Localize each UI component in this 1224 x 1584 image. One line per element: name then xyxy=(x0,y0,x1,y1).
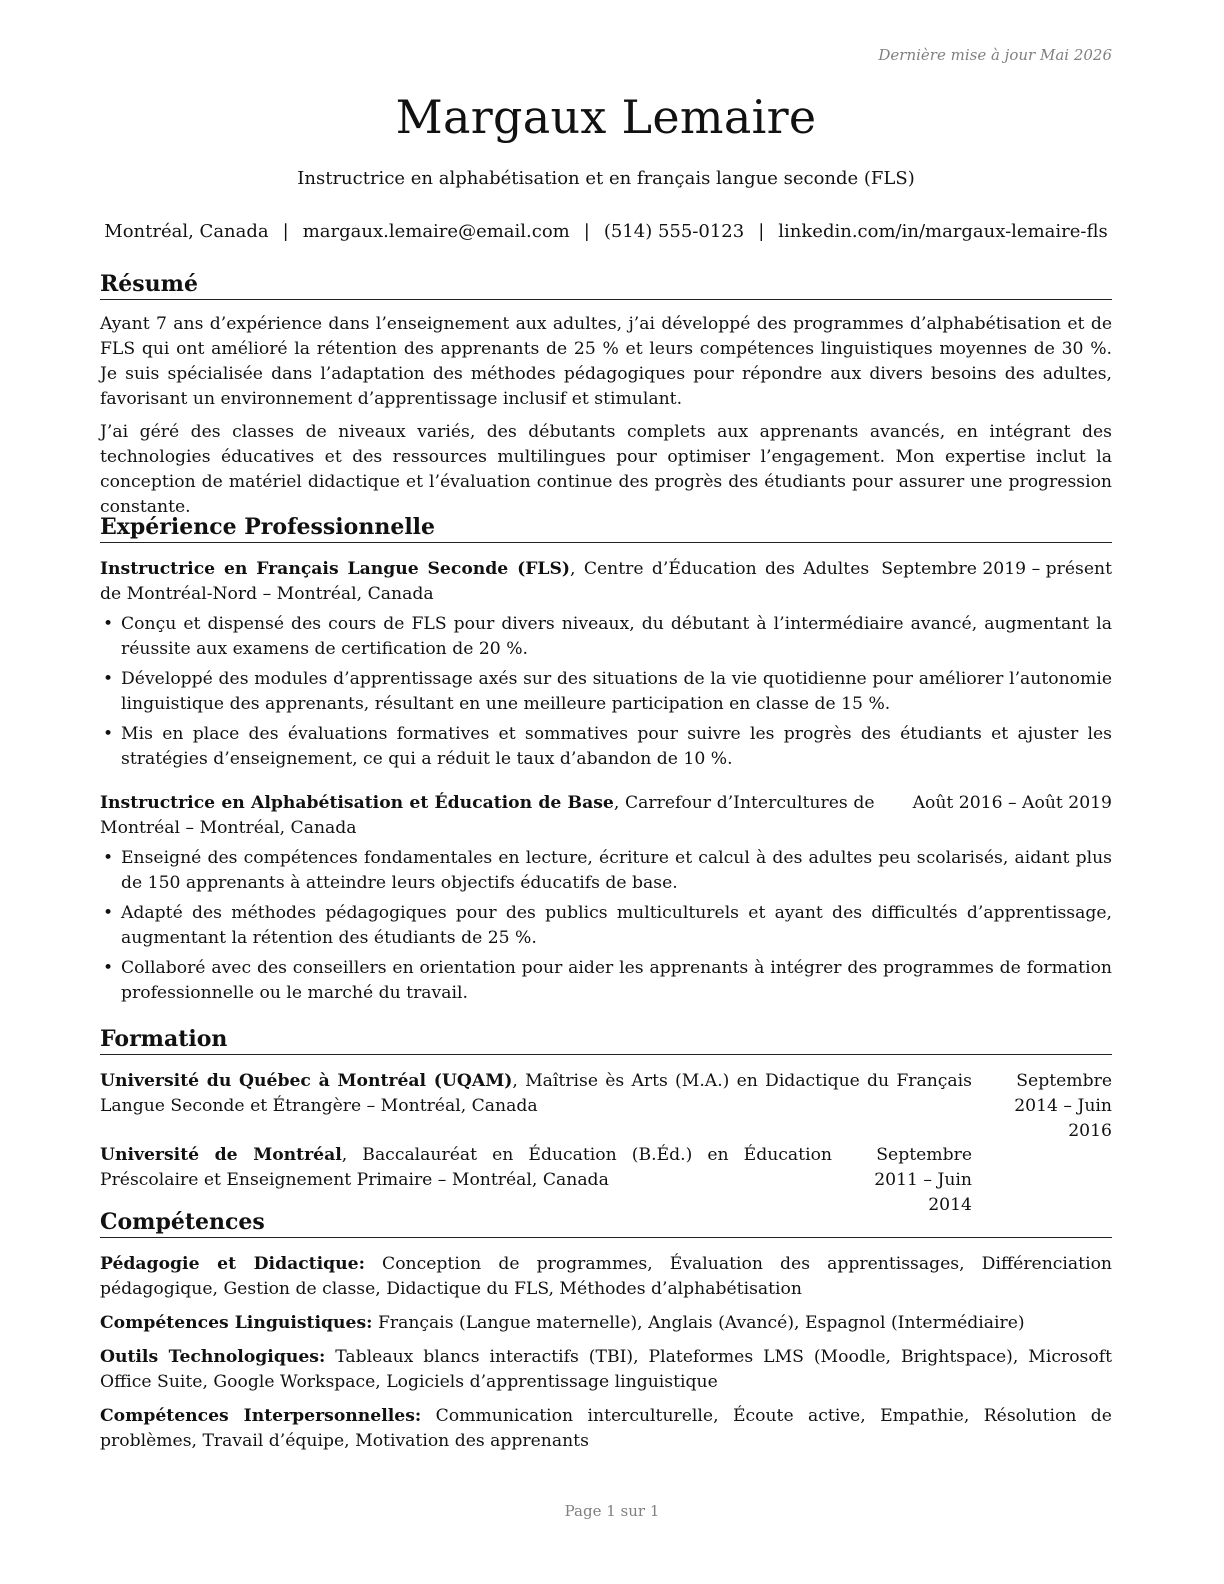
job-dates: Septembre 2019 – présent xyxy=(881,559,1112,579)
last-updated: Dernière mise à jour Mai 2026 xyxy=(878,46,1112,64)
list-item: • Développé des modules d’apprentissage axés sur des situations de la vie quotidienne pour améliorer l’autonomie linguistique des apprenants, résultant en une meilleure participation en classe de 15 %. xyxy=(100,667,1112,717)
list-item: • Conçu et dispensé des cours de FLS pour divers niveaux, du débutant à l’intermédiaire avancé, augmentant la réussite aux examens de certification de 20 %. xyxy=(100,612,1112,662)
list-item: • Enseigné des compétences fondamentales en lecture, écriture et calcul à des adultes peu scolarisés, aidant plus de 150 apprenants à atteindre leurs objectifs éducatifs de base. xyxy=(100,846,1112,896)
job-role: Instructrice en Français Langue Seconde (FLS) xyxy=(100,559,571,579)
section-title-experience: Expérience Professionnelle xyxy=(100,514,1112,543)
job-organization: , Carrefour d’Intercultures de Montréal – Montréal, Canada xyxy=(100,793,875,838)
skill-item xyxy=(100,1345,1112,1395)
section-title-skills: Compétences xyxy=(100,1209,1112,1238)
skill-text: Conception de programmes, Évaluation des apprentissages, Différenciation pédagogique, Gestion de classe, Didactique du FLS, Méthodes d’alphabétisation xyxy=(100,1254,1112,1299)
job-bullets xyxy=(100,612,1112,772)
summary-paragraph: J’ai géré des classes de niveaux variés, des débutants complets aux apprenants avancés, en intégrant des technologies éducatives et des ressources multilingues pour optimiser l’engagement. Mon expertise inclut la conception de matériel didactique et l’évaluation continue des progrès des étudiants pour assurer une progression constante. xyxy=(100,422,1112,517)
section-title-summary: Résumé xyxy=(100,271,1112,300)
summary-section xyxy=(100,271,1112,520)
job-dates: Août 2016 – Août 2019 xyxy=(912,793,1112,813)
list-item: • Mis en place des évaluations formatives et sommatives pour suivre les progrès des étudiants et ajuster les stratégies d’enseignement, ce qui a réduit le taux d’abandon de 10 %. xyxy=(100,722,1112,772)
page-number: Page 1 sur 1 xyxy=(564,1502,660,1520)
job-role: Instructrice en Alphabétisation et Éducation de Base xyxy=(100,793,614,813)
skill-text: Communication interculturelle, Écoute active, Empathie, Résolution de problèmes, Travail d’équipe, Motivation des apprenants xyxy=(100,1406,1112,1451)
contact-linkedin[interactable]: linkedin.com/in/margaux-lemaire-fls xyxy=(778,221,1108,242)
summary-paragraph: Ayant 7 ans d’expérience dans l’enseignement aux adultes, j’ai développé des programmes d’alphabétisation et de FLS qui ont amélioré la rétention des apprenants de 25 % et leurs compétences linguistiques moyennes de 30 %. Je suis spécialisée dans l’adaptation des méthodes pédagogiques pour répondre aux divers besoins des adultes, favorisant un environnement d’apprentissage inclusif et stimulant. xyxy=(100,314,1112,409)
skill-text: Français (Langue maternelle), Anglais (Avancé), Espagnol (Intermédiaire) xyxy=(372,1313,1025,1333)
skill-label: Pédagogie et Didactique: xyxy=(100,1254,365,1274)
job-header xyxy=(100,791,1112,841)
list-item: • Adapté des méthodes pédagogiques pour des publics multiculturels et ayant des difficultés d’apprentissage, augmentant la rétention des étudiants de 25 %. xyxy=(100,901,1112,951)
contact-separator: | xyxy=(282,221,289,242)
contact-separator: | xyxy=(583,221,590,242)
skill-label: Outils Technologiques: xyxy=(100,1347,326,1367)
contact-location: Montréal, Canada xyxy=(104,221,269,242)
education-degree: , Maîtrise ès Arts (M.A.) en Didactique du Français Langue Seconde et Étrangère – Montréal, Canada xyxy=(100,1071,972,1116)
resume-page xyxy=(100,0,1112,1584)
education-degree: , Baccalauréat en Éducation (B.Éd.) en Éducation Préscolaire et Enseignement Primaire – Montréal, Canada xyxy=(100,1145,832,1190)
experience-section xyxy=(100,514,1112,1006)
skill-text: Tableaux blancs interactifs (TBI), Plateformes LMS (Moodle, Brightspace), Microsoft Office Suite, Google Workspace, Logiciels d’apprentissage linguistique xyxy=(100,1347,1112,1392)
skill-label: Compétences Linguistiques: xyxy=(100,1313,373,1333)
contact-line xyxy=(100,221,1112,242)
education-section xyxy=(100,1026,1112,1218)
section-title-education: Formation xyxy=(100,1026,1112,1055)
job-header xyxy=(100,557,1112,607)
job-bullets xyxy=(100,846,1112,1006)
education-entry xyxy=(100,1069,1112,1141)
job-organization: , Centre d’Éducation des Adultes de Montréal-Nord – Montréal, Canada xyxy=(100,559,870,604)
list-item: • Collaboré avec des conseillers en orientation pour aider les apprenants à intégrer des programmes de formation professionnelle ou le marché du travail. xyxy=(100,956,1112,1006)
skill-item xyxy=(100,1311,1112,1336)
candidate-name: Margaux Lemaire xyxy=(395,90,817,144)
education-school: Université de Montréal xyxy=(100,1145,342,1165)
education-school: Université du Québec à Montréal (UQAM) xyxy=(100,1071,513,1091)
education-dates: Septembre 2014 – Juin 2016 xyxy=(1014,1071,1112,1141)
education-entry xyxy=(100,1143,1112,1215)
skill-label: Compétences Interpersonnelles: xyxy=(100,1406,422,1426)
candidate-title: Instructrice en alphabétisation et en français langue seconde (FLS) xyxy=(297,168,915,189)
education-dates: Septembre 2011 – Juin 2014 xyxy=(874,1145,972,1215)
skills-section xyxy=(100,1209,1112,1454)
contact-phone[interactable]: (514) 555-0123 xyxy=(603,221,745,242)
job-entry xyxy=(100,557,1112,772)
contact-email[interactable]: margaux.lemaire@email.com xyxy=(302,221,570,242)
skill-item xyxy=(100,1252,1112,1302)
contact-separator: | xyxy=(758,221,765,242)
skill-item xyxy=(100,1404,1112,1454)
job-entry xyxy=(100,791,1112,1006)
